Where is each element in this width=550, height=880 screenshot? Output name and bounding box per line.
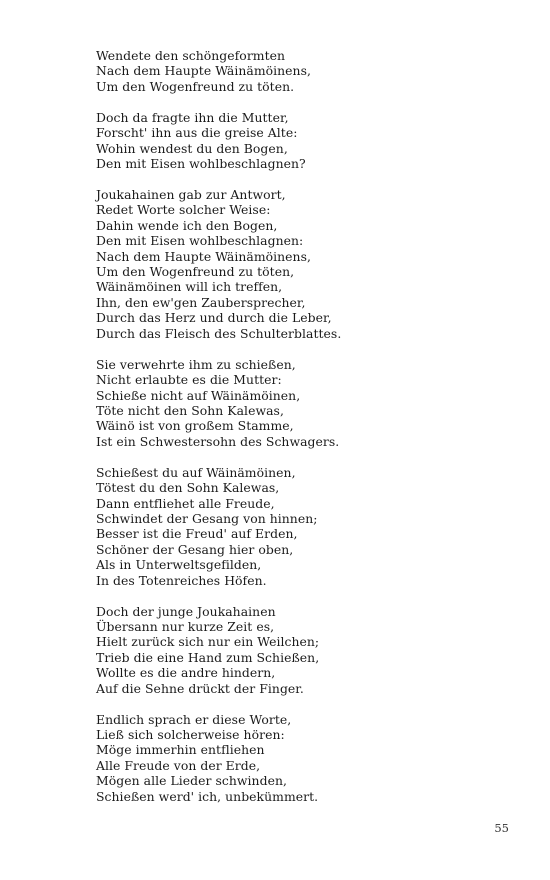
poem-line: Um den Wogenfreund zu töten. — [96, 78, 295, 94]
poem-line: Schöner der Gesang hier oben, — [96, 541, 294, 557]
poem-line: Nicht erlaubte es die Mutter: — [96, 372, 282, 388]
poem-line: Den mit Eisen wohlbeschlagnen? — [96, 156, 306, 172]
poem-line: Ist ein Schwestersohn des Schwagers. — [96, 433, 340, 449]
poem-stanza — [96, 187, 516, 341]
poem-line: Nach dem Haupte Wäinämöinens, — [96, 63, 311, 79]
poem-line: Wäinö ist von großem Stamme, — [96, 418, 294, 434]
poem-line: Wollte es die andre hindern, — [96, 665, 276, 681]
page-number: 55 — [494, 821, 509, 835]
poem-stanza — [96, 48, 516, 94]
poem-line: Endlich sprach er diese Worte, — [96, 711, 292, 727]
poem-line: Schießest du auf Wäinämöinen, — [96, 464, 296, 480]
poem-body — [96, 48, 516, 820]
poem-stanza — [96, 110, 516, 172]
poem-line: Dahin wende ich den Bogen, — [96, 217, 278, 233]
poem-stanza — [96, 712, 516, 804]
poem-line: Wendete den schöngeformten — [96, 48, 286, 63]
poem-line: Nach dem Haupte Wäinämöinens, — [96, 248, 311, 264]
poem-line: Als in Unterweltsgefilden, — [96, 557, 262, 573]
poem-line: Ihn, den ew'gen Zaubersprecher, — [96, 294, 306, 310]
poem-line: Um den Wogenfreund zu töten, — [96, 264, 295, 280]
poem-line: Schwindet der Gesang von hinnen; — [96, 510, 318, 526]
poem-line: Den mit Eisen wohlbeschlagnen: — [96, 233, 304, 249]
poem-line: Ließ sich solcherweise hören: — [96, 727, 285, 742]
poem-stanza — [96, 465, 516, 588]
poem-line: Mögen alle Lieder schwinden, — [96, 773, 287, 789]
poem-line: Trieb die eine Hand zum Schießen, — [96, 649, 320, 665]
poem-line: Schießen werd' ich, unbekümmert. — [96, 788, 319, 804]
poem-line: Hielt zurück sich nur ein Weilchen; — [96, 634, 320, 650]
poem-line: Durch das Herz und durch die Leber, — [96, 310, 332, 326]
poem-line: Forscht' ihn aus die greise Alte: — [96, 125, 298, 141]
poem-line: In des Totenreiches Höfen. — [96, 572, 267, 588]
poem-line: Redet Worte solcher Weise: — [96, 202, 271, 218]
poem-line: Joukahainen gab zur Antwort, — [96, 187, 286, 203]
poem-line: Töte nicht den Sohn Kalewas, — [96, 402, 284, 418]
poem-line: Wäinämöinen will ich treffen, — [96, 279, 283, 295]
poem-line: Wohin wendest du den Bogen, — [96, 140, 288, 156]
poem-line: Tötest du den Sohn Kalewas, — [96, 480, 280, 496]
poem-line: Besser ist die Freud' auf Erden, — [96, 526, 298, 542]
poem-line: Übersann nur kurze Zeit es, — [96, 618, 275, 634]
poem-line: Sie verwehrte ihm zu schießen, — [96, 356, 296, 372]
poem-line: Möge immerhin entfliehen — [96, 742, 265, 758]
poem-stanza — [96, 357, 516, 449]
poem-line: Doch der junge Joukahainen — [96, 603, 276, 619]
poem-line: Doch da fragte ihn die Mutter, — [96, 109, 289, 125]
poem-line: Schieße nicht auf Wäinämöinen, — [96, 387, 301, 403]
poem-line: Durch das Fleisch des Schulterblattes. — [96, 325, 342, 341]
poem-line: Alle Freude von der Erde, — [96, 757, 261, 773]
poem-line: Auf die Sehne drückt der Finger. — [96, 680, 304, 696]
poem-stanza — [96, 604, 516, 696]
poem-line: Dann entfliehet alle Freude, — [96, 495, 275, 511]
